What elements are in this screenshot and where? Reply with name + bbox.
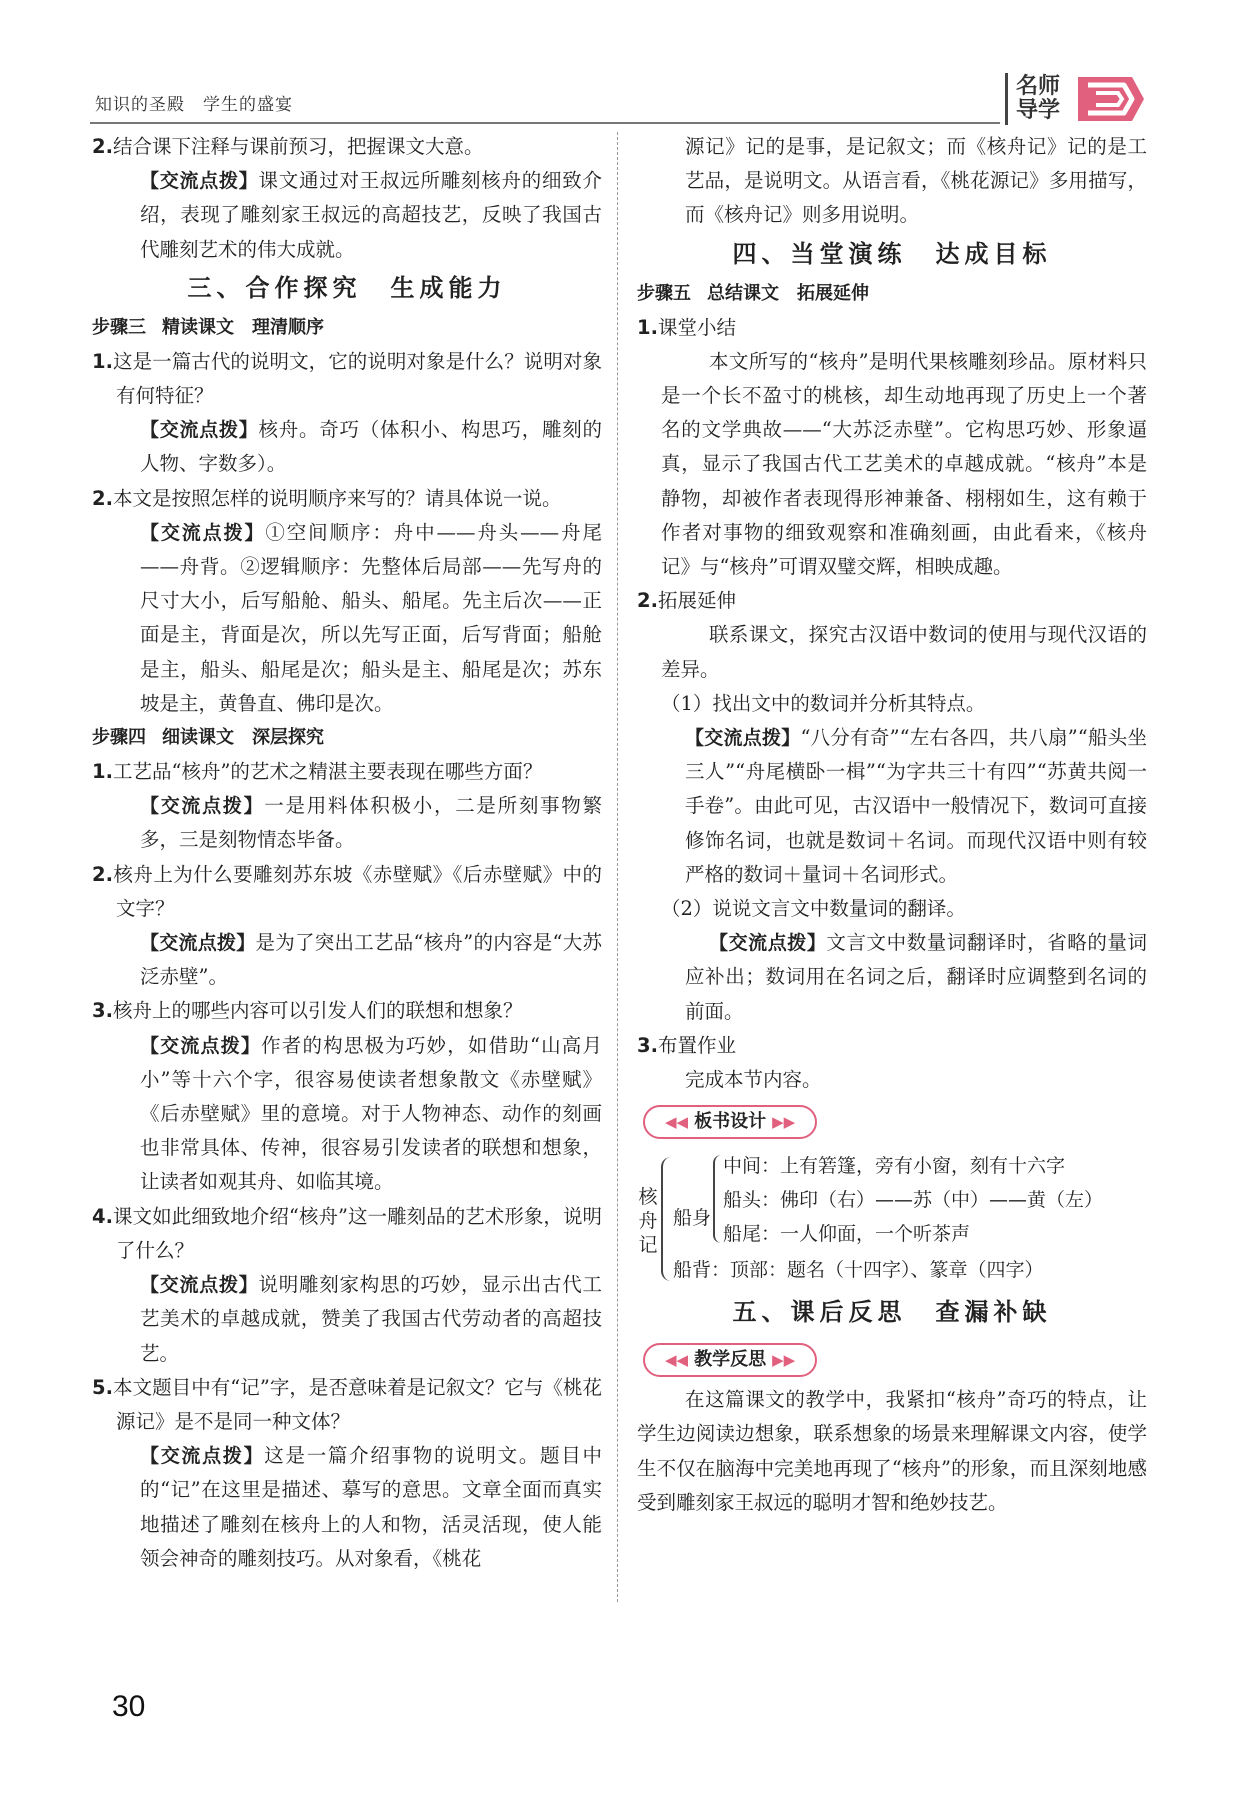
logo-text: 名师导学 xyxy=(1016,74,1061,123)
answer-tip: 【交流点拨】课文通过对王叔远所雕刻核舟的细致介绍，表现了雕刻家王叔远的高超技艺，反映了我国古代雕刻艺术的伟大成就。 xyxy=(140,169,602,261)
continued-answer: 源记》记的是事，是记叙文；而《核舟记》记的是工艺品，是说明文。从语言看，《桃花源记》多用描写，而《核舟记》则多用说明。 xyxy=(685,135,1147,227)
column-divider xyxy=(617,132,618,1602)
answer-tip: 【交流点拨】“八分有奇”“左右各四，共八扇”“船头坐三人”“舟尾横卧一楫”“为字共三十有四”“苏黄共阅一手卷”。由此可见，古汉语中一般情况下，数词可直接修饰名词，也就是数词＋名词。而现代汉语中则有较严格的数词＋量词＋名词形式。 xyxy=(685,726,1147,886)
board-stern: 船尾：一人仰面，一个听茶声 xyxy=(723,1223,971,1246)
header-slogan: 知识的圣殿 学生的盛宴 xyxy=(95,95,293,115)
left-column xyxy=(92,130,602,1576)
double-right-arrow-icon: ▶▶ xyxy=(772,1351,796,1370)
brace-inner xyxy=(713,1155,723,1243)
sub-question-2: （2）说说文言文中数量词的翻译。 xyxy=(661,897,966,921)
item-summary: 1.课堂小结 xyxy=(637,315,736,339)
double-left-arrow-icon: ◀◀ xyxy=(665,1351,689,1370)
question: 1.这是一篇古代的说明文，它的说明对象是什么？说明对象有何特征？ xyxy=(92,349,602,408)
brand-logo xyxy=(1005,70,1146,128)
header-rule xyxy=(90,122,1000,124)
answer-tip: 【交流点拨】核舟。奇巧（体积小、构思巧，雕刻的人物、字数多）。 xyxy=(140,418,602,476)
question: 1.工艺品“核舟”的艺术之精湛主要表现在哪些方面？ xyxy=(92,760,543,784)
homework-body: 完成本节内容。 xyxy=(685,1068,822,1092)
answer-tip: 【交流点拨】是为了突出工艺品“核舟”的内容是“大苏泛赤壁”。 xyxy=(140,931,602,989)
board-root: 核舟记 xyxy=(638,1186,658,1257)
teaching-reflection-label: ◀◀ 教学反思 ▶▶ xyxy=(643,1343,817,1377)
answer-tip: 【交流点拨】一是用料体积极小，二是所刻事物繁多，三是刻物情态毕备。 xyxy=(140,794,602,852)
board-back: 船背：顶部：题名（十四字）、篆章（四字） xyxy=(673,1259,1044,1282)
double-left-arrow-icon: ◀◀ xyxy=(665,1113,689,1132)
brace-outer xyxy=(661,1157,673,1281)
item-extension: 2.拓展延伸 xyxy=(637,589,736,613)
question: 5.本文题目中有“记”字，是否意味着是记叙文？它与《桃花源记》是不是同一种文体？ xyxy=(92,1375,602,1433)
answer-tip: 【交流点拨】作者的构思极为巧妙，如借助“山高月小”等十六个字，很容易使读者想象散文《赤壁赋》《后赤壁赋》里的意境。对于人物神态、动作的刻画也非常具体、传神，很容易引发读者的联想和想象，让读者如观其舟、如临其境。 xyxy=(140,1033,602,1194)
step-5-heading: 步骤五 总结课文 拓展延伸 xyxy=(637,282,869,304)
extension-body: 联系课文，探究古汉语中数词的使用与现代汉语的差异。 xyxy=(661,623,1147,681)
logo-divider xyxy=(1005,73,1008,125)
question: 2.核舟上为什么要雕刻苏东坡《赤壁赋》《后赤壁赋》中的文字？ xyxy=(92,862,602,920)
logo-emblem-icon xyxy=(1074,71,1146,127)
summary-body: 本文所写的“核舟”是明代果核雕刻珍品。原材料只是一个长不盈寸的桃核，却生动地再现了历史上一个著名的文学典故——“大苏泛赤壁”。它构思巧妙、形象逼真，显示了我国古代工艺美术的卓越成就。“核舟”本是静物，却被作者表现得形神兼备、栩栩如生，这有赖于作者对事物的细致观察和准确刻画，由此看来，《核舟记》与“核舟”可谓双璧交辉，相映成趣。 xyxy=(661,349,1147,579)
board-design-label: ◀◀ 板书设计 ▶▶ xyxy=(643,1105,817,1139)
question-2: 2.结合课下注释与课前预习，把握课文大意。 xyxy=(92,135,484,158)
question: 2.本文是按照怎样的说明顺序来写的？请具体说一说。 xyxy=(92,486,562,510)
section-title-4: 四、当堂演练 达成目标 xyxy=(732,238,1052,268)
sub-question-1: （1）找出文中的数词并分析其特点。 xyxy=(661,691,986,715)
question: 4.课文如此细致地介绍“核舟”这一雕刻品的艺术形象，说明了什么？ xyxy=(92,1204,602,1262)
answer-tip: 【交流点拨】这是一篇介绍事物的说明文。题目中的“记”在这里是描述、摹写的意思。文章全面而真实地描述了雕刻在核舟上的人和物，活灵活现，使人能领会神奇的雕刻技巧。从对象看，《桃花 xyxy=(140,1444,602,1570)
question: 3.核舟上的哪些内容可以引发人们的联想和想象？ xyxy=(92,999,523,1023)
page-number: 30 xyxy=(112,1690,146,1723)
double-right-arrow-icon: ▶▶ xyxy=(772,1113,796,1132)
board-bow: 船头：佛印（右）——苏（中）——黄（左） xyxy=(723,1189,1104,1212)
reflection-body: 在这篇课文的教学中，我紧扣“核舟”奇巧的特点，让学生边阅读边想象，联系想象的场景来理解课文内容，使学生不仅在脑海中完美地再现了“核舟”的形象，而且深刻地感受到雕刻家王叔远的聪明才智和绝妙技艺。 xyxy=(637,1388,1147,1514)
section-title-5: 五、课后反思 查漏补缺 xyxy=(732,1297,1052,1327)
board-outline xyxy=(637,1149,1147,1289)
item-homework: 3.布置作业 xyxy=(637,1033,736,1057)
step-3-heading: 步骤三 精读课文 理清顺序 xyxy=(92,316,324,338)
answer-tip: 【交流点拨】文言文中数量词翻译时，省略的量词应补出；数词用在名词之后，翻译时应调整到名词的前面。 xyxy=(685,931,1147,1023)
answer-tip: 【交流点拨】①空间顺序：舟中——舟头——舟尾——舟背。②逻辑顺序：先整体后局部——先写舟的尺寸大小，后写船舱、船头、船尾。先主后次——正面是主，背面是次，所以先写正面，后写背面；船舱是主，船头、船尾是次；船头是主、船尾是次；苏东坡是主，黄鲁直、佛印是次。 xyxy=(140,520,602,715)
board-hull: 船身 xyxy=(673,1207,712,1230)
step-4-heading: 步骤四 细读课文 深层探究 xyxy=(92,727,324,749)
right-column xyxy=(637,130,1147,1520)
section-title-3: 三、合作探究 生成能力 xyxy=(187,272,507,302)
board-middle: 中间：上有箬篷，旁有小窗，刻有十六字 xyxy=(723,1155,1066,1178)
answer-tip: 【交流点拨】说明雕刻家构思的巧妙，显示出古代工艺美术的卓越成就，赞美了我国古代劳动者的高超技艺。 xyxy=(140,1273,602,1365)
